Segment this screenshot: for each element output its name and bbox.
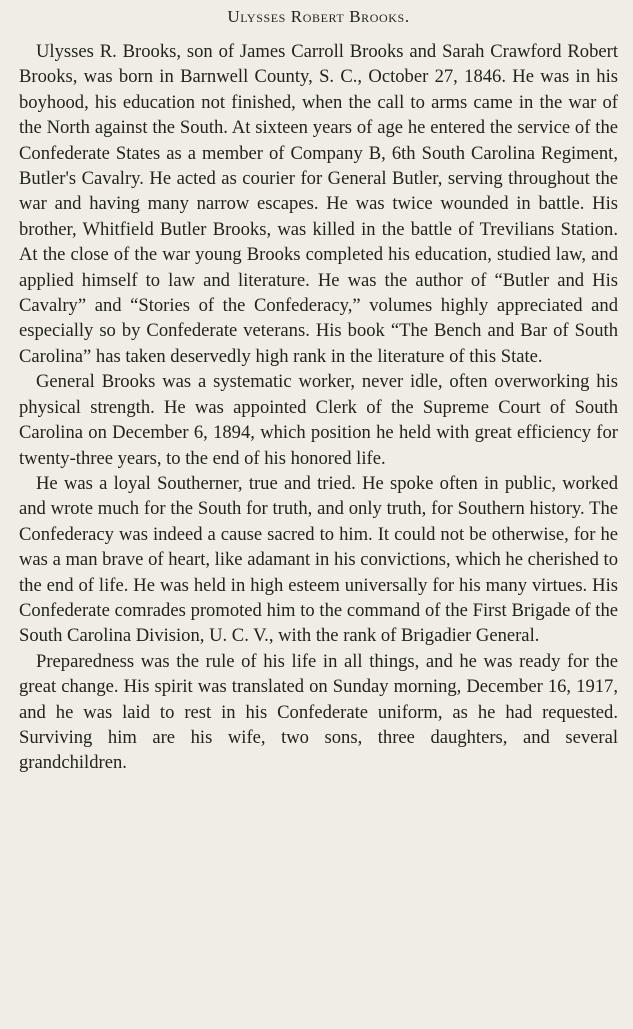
paragraph-clerk-appointment: General Brooks was a systematic worker, never idle, often overworking his physical strength. He was appointed Clerk of the Supreme Court of South Carolina on December 6, 1894, which position he held with great efficiency for twenty-three years, to the end of his honored life. xyxy=(19,371,618,469)
paragraph-death-and-survivors: Preparedness was the rule of his life in all things, and he was ready for the great change. His spirit was translated on Sunday morning, December 16, 1917, and he was laid to rest in his Confederate uniform, as he had requested. Surviving him are his wife, two sons, three daughters, and several grandchildren. xyxy=(19,650,618,774)
paragraph-loyal-southerner: He was a loyal Southerner, true and tried. He spoke often in public, worked and wrote much for the South for truth, and only truth, for Southern history. The Confederacy was indeed a cause sacred to him. It could not be otherwise, for he was a man brave of heart, like adamant in his convictions, which he cherished to the end of life. He was held in high esteem universally for his many virtues. His Confederate comrades promoted him to the command of the First Brigade of the South Carolina Division, U. C. V., with the rank of Brigadier General. xyxy=(19,472,618,647)
paragraph-birth-and-service: Ulysses R. Brooks, son of James Carroll Brooks and Sarah Crawford Robert Brooks, was born in Barnwell County, S. C., October 27, 1846. He was in his boyhood, his education not finished, when the call to arms came in the war of the North against the South. At sixteen years of age he entered the service of the Confederate States as a member of Company B, 6th South Carolina Regiment, Butler's Cavalry. He acted as courier for General Butler, serving throughout the war and having many narrow escapes. He was twice wounded in battle. His brother, Whitfield Butler Brooks, was killed in the battle of Trevilians Station. At the close of the war young Brooks completed his education, studied law, and applied himself to law and literature. He was the author of “Butler and His Cavalry” and “Stories of the Confederacy,” volumes highly appreciated and especially so by Confederate veterans. His book “The Bench and Bar of South Carolina” has taken deservedly high rank in the literature of this State. xyxy=(19,41,618,367)
article-body xyxy=(19,39,618,776)
article-title: Ulysses Robert Brooks. xyxy=(227,7,410,26)
